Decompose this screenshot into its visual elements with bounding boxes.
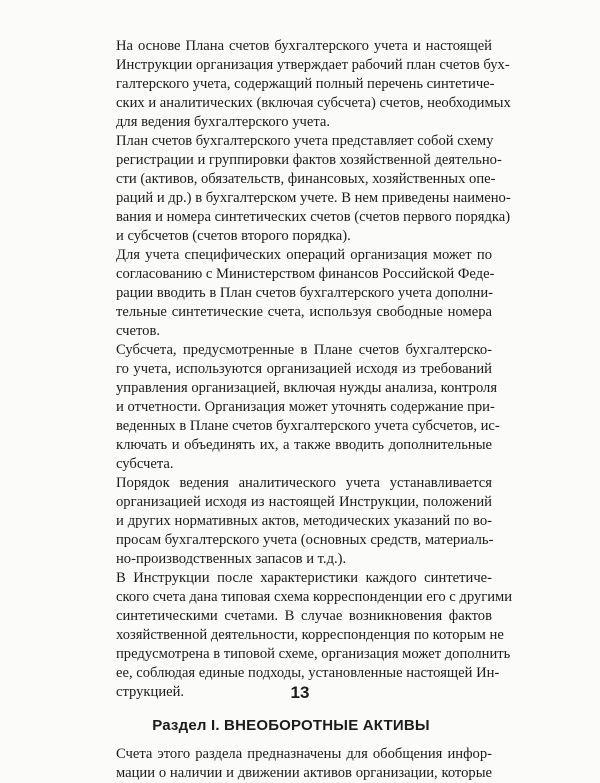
text-line: и других нормативных актов, методических указаний по во- (116, 513, 492, 529)
text-line: В Инструкции после характеристики каждого синтетиче- (116, 570, 492, 586)
text-line: План счетов бухгалтерского учета представляет собой схему (116, 133, 494, 149)
paragraph (90, 246, 495, 341)
text-line: Порядок ведения аналитического учета устанавливается (116, 475, 492, 491)
text-line: Для учета специфических операций организация может по (116, 247, 492, 263)
text-line: ее, соблюдая единые подходы, установленные настоящей Ин- (116, 665, 500, 681)
text-line: согласованию с Министерством финансов Российской Феде- (116, 266, 495, 282)
text-line: Счета этого раздела предназначены для обобщения инфор- (116, 746, 492, 762)
text-line: но-производственных запасов и т.д.). (116, 551, 347, 567)
paragraph (90, 37, 511, 132)
page-number: 13 (290, 683, 310, 702)
text-line: Субсчета, предусмотренные в Плане счетов бухгалтерско- (116, 342, 492, 358)
body-text-bottom (90, 745, 492, 783)
text-line: Инструкции организация утверждает рабочий план счетов бух- (116, 57, 510, 73)
text-line: ских и аналитических (включая субсчета) счетов, необходимых (116, 95, 511, 111)
text-line: тельные синтетические счета, используя свободные номера (116, 304, 492, 320)
body-text-top (90, 37, 513, 702)
text-line: управления организацией, включая нужды анализа, контроля (116, 380, 498, 396)
text-line: раций и др.) в бухгалтерском учете. В нем приведены наимено- (116, 190, 511, 206)
text-line: синтетическими счетами. В случае возникновения фактов (116, 608, 492, 624)
text-line: сти (активов, обязательств, финансовых, хозяйственных опе- (116, 171, 496, 187)
paragraph (90, 341, 500, 474)
text-line: организацией исходя из настоящей Инструкции, положений (116, 494, 492, 510)
text-line: На основе Плана счетов бухгалтерского учета и настоящей (116, 38, 492, 54)
text-line: просам бухгалтерского учета (основных средств, материаль- (116, 532, 494, 548)
paragraph (90, 745, 492, 783)
text-line: и субсчетов (счетов второго порядка). (116, 228, 351, 244)
text-line: мации о наличии и движении активов организации, которые (116, 765, 492, 781)
paragraph (90, 474, 492, 569)
text-line: субсчета. (116, 456, 174, 472)
text-line: рации вводить в План счетов бухгалтерского учета дополни- (116, 285, 494, 301)
paragraph (90, 132, 511, 246)
text-line: ключать и объединять их, а также вводить дополнительные (116, 437, 492, 453)
text-line: для ведения бухгалтерского учета. (116, 114, 331, 130)
text-line: галтерского учета, содержащий полный перечень синтетиче- (116, 76, 495, 92)
text-line: веденных в Плане счетов бухгалтерского учета субсчетов, ис- (116, 418, 500, 434)
page-content (90, 37, 513, 783)
text-line: ского счета дана типовая схема корреспонденции его с другими (116, 589, 513, 605)
text-line: регистрации и группировки фактов хозяйственной деятельно- (116, 152, 502, 168)
text-line: и отчетности. Организация может уточнять содержание при- (116, 399, 495, 415)
text-line: счетов. (116, 323, 161, 339)
text-line: вания и номера синтетических счетов (счетов первого порядка) (116, 209, 511, 225)
section-heading: Раздел I. ВНЕОБОРОТНЫЕ АКТИВЫ (152, 717, 430, 734)
text-line: го учета, используются организацией исходя из требований (116, 361, 492, 377)
text-line: струкцией. (116, 684, 185, 700)
text-line: предусмотрена в типовой схеме, организация может дополнить (116, 646, 511, 662)
text-line: хозяйственной деятельности, корреспонденция по которым не (116, 627, 504, 643)
